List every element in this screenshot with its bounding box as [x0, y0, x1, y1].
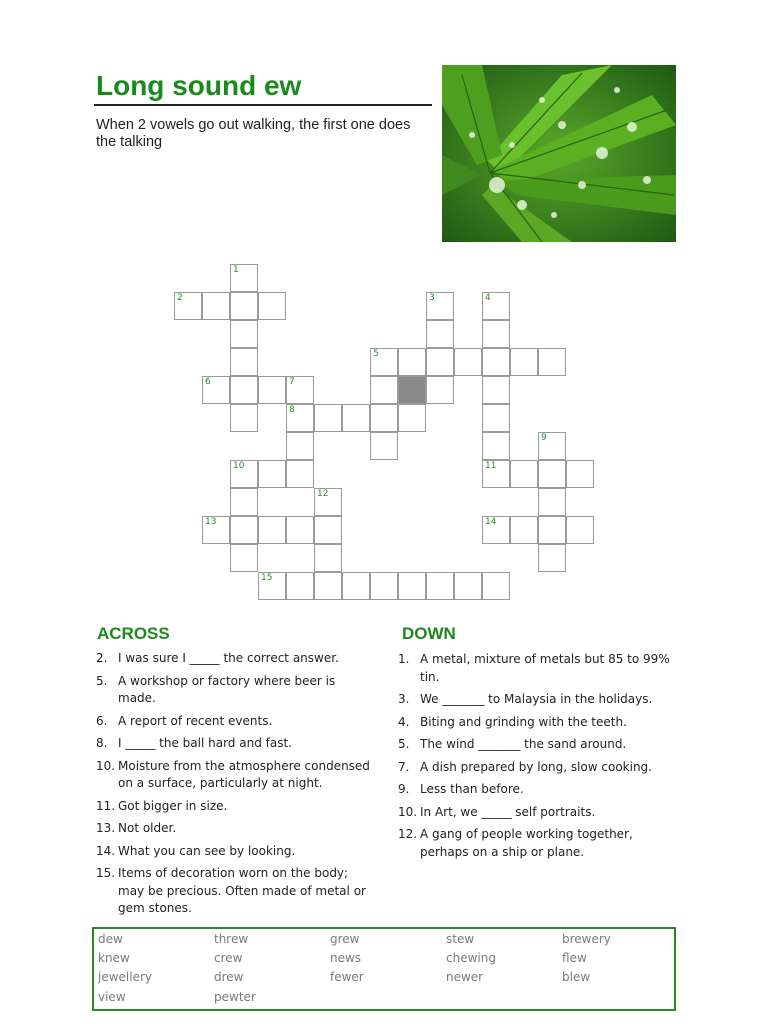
crossword-cell[interactable] [314, 572, 342, 600]
crossword-cell[interactable] [482, 404, 510, 432]
word-bank-item: jewellery [98, 970, 152, 984]
crossword-cell[interactable] [230, 516, 258, 544]
across-clue: 14. What you can see by looking. [96, 843, 296, 858]
crossword-cell[interactable] [258, 516, 286, 544]
crossword-cell[interactable] [370, 572, 398, 600]
crossword-cell[interactable] [482, 572, 510, 600]
crossword-cell[interactable] [398, 348, 426, 376]
crossword-cell[interactable]: 14 [482, 516, 510, 544]
word-bank-item: fewer [330, 970, 364, 984]
crossword-cell[interactable]: 2 [174, 292, 202, 320]
word-bank-item: blew [562, 970, 591, 984]
crossword-cell[interactable]: 9 [538, 432, 566, 460]
crossword-cell[interactable] [230, 404, 258, 432]
down-clue: 12. A gang of people working together, perhaps on a ship or plane. [398, 827, 633, 859]
crossword-cell[interactable] [286, 460, 314, 488]
crossword-cell[interactable] [482, 432, 510, 460]
crossword-cell[interactable] [454, 348, 482, 376]
word-bank-item: threw [214, 932, 249, 946]
crossword-cell[interactable] [566, 460, 594, 488]
crossword-cell[interactable] [230, 376, 258, 404]
crossword-cell[interactable] [482, 376, 510, 404]
crossword-cell[interactable] [510, 348, 538, 376]
crossword-cell[interactable]: 13 [202, 516, 230, 544]
word-bank-item: stew [446, 932, 475, 946]
crossword-cell[interactable] [342, 404, 370, 432]
word-bank-item: drew [214, 970, 244, 984]
word-bank-item: grew [330, 932, 360, 946]
crossword-cell[interactable] [538, 460, 566, 488]
crossword-cell[interactable] [258, 292, 286, 320]
crossword-cell[interactable] [314, 516, 342, 544]
crossword-cell[interactable] [538, 516, 566, 544]
down-clue: 9. Less than before. [398, 782, 524, 796]
across-clue: 10. Moisture from the atmosphere condensed on a surface, particularly at night. [96, 758, 370, 790]
down-clue: 5. The wind _______ the sand around. [398, 737, 627, 751]
crossword-cell[interactable] [398, 572, 426, 600]
crossword-cell[interactable] [286, 516, 314, 544]
across-clue: 11. Got bigger in size. [96, 798, 228, 813]
crossword-cell[interactable] [230, 348, 258, 376]
word-bank-item: crew [214, 951, 243, 965]
crossword-cell[interactable] [482, 348, 510, 376]
crossword-cell[interactable] [426, 572, 454, 600]
down-clues [398, 651, 673, 866]
blocked-cell [398, 376, 426, 404]
crossword-cell[interactable] [230, 320, 258, 348]
down-clue: 3. We _______ to Malaysia in the holidays. [398, 692, 653, 706]
word-bank-item: news [330, 951, 362, 965]
down-clue: 4. Biting and grinding with the teeth. [398, 714, 627, 729]
crossword-cell[interactable]: 7 [286, 376, 314, 404]
crossword-cell[interactable] [510, 516, 538, 544]
crossword-cell[interactable]: 12 [314, 488, 342, 516]
across-heading: ACROSS [97, 624, 170, 643]
word-bank-item: brewery [562, 932, 611, 946]
down-clue: 1. A metal, mixture of metals but 85 to 99% tin. [398, 652, 670, 684]
crossword-cell[interactable] [370, 404, 398, 432]
crossword-cell[interactable]: 5 [370, 348, 398, 376]
across-clue: 15. Items of decoration worn on the body; may be precious. Often made of metal or gem stones. [96, 866, 366, 915]
crossword-cell[interactable] [230, 544, 258, 572]
crossword-cell[interactable]: 8 [286, 404, 314, 432]
down-clue: 7. A dish prepared by long, slow cooking. [398, 759, 652, 774]
crossword-cell[interactable] [258, 460, 286, 488]
crossword-cell[interactable] [426, 348, 454, 376]
crossword-cell[interactable] [202, 292, 230, 320]
word-bank-item: flew [562, 951, 587, 965]
crossword-cell[interactable] [538, 544, 566, 572]
down-heading: DOWN [402, 624, 456, 643]
across-clue: 6. A report of recent events. [96, 713, 273, 728]
word-bank-item: dew [98, 932, 123, 946]
crossword-cell[interactable] [342, 572, 370, 600]
crossword-cell[interactable]: 11 [482, 460, 510, 488]
across-clues [96, 650, 371, 923]
crossword-cell[interactable] [258, 376, 286, 404]
down-clue: 10. In Art, we _____ self portraits. [398, 804, 596, 819]
crossword-cell[interactable]: 10 [230, 460, 258, 488]
crossword-cell[interactable]: 15 [258, 572, 286, 600]
crossword-cell[interactable] [314, 404, 342, 432]
across-clue: 5. A workshop or factory where beer is made. [96, 673, 336, 705]
crossword-cell[interactable] [454, 572, 482, 600]
across-clue: 13. Not older. [96, 821, 177, 835]
crossword-cell[interactable]: 6 [202, 376, 230, 404]
word-bank [92, 927, 676, 1011]
crossword-cell[interactable] [370, 432, 398, 460]
crossword-cell[interactable] [230, 292, 258, 320]
across-clue: 2. I was sure I _____ the correct answer. [96, 651, 339, 665]
crossword-cell[interactable]: 3 [426, 292, 454, 320]
crossword-cell[interactable] [398, 404, 426, 432]
across-clue: 8. I _____ the ball hard and fast. [96, 736, 292, 750]
crossword-cell[interactable]: 4 [482, 292, 510, 320]
crossword-cell[interactable] [538, 488, 566, 516]
page-title: Long sound ew [96, 70, 302, 101]
crossword-cell[interactable] [370, 376, 398, 404]
crossword-cell[interactable] [482, 320, 510, 348]
crossword-cell[interactable] [286, 572, 314, 600]
crossword-cell[interactable] [510, 460, 538, 488]
crossword-cell[interactable] [426, 320, 454, 348]
word-bank-item: chewing [446, 951, 496, 965]
crossword-cell[interactable] [286, 432, 314, 460]
crossword-cell[interactable] [566, 516, 594, 544]
crossword-cell[interactable] [426, 376, 454, 404]
word-bank-item: newer [446, 970, 484, 984]
crossword-cell[interactable] [314, 544, 342, 572]
word-bank-item: knew [98, 951, 130, 965]
subtitle: When 2 vowels go out walking, the first one does the talking [96, 117, 411, 150]
crossword-cell[interactable] [538, 348, 566, 376]
word-bank-item: pewter [214, 990, 256, 1004]
word-bank-item: view [98, 990, 126, 1004]
crossword-cell[interactable] [230, 488, 258, 516]
crossword-cell[interactable]: 1 [230, 264, 258, 292]
